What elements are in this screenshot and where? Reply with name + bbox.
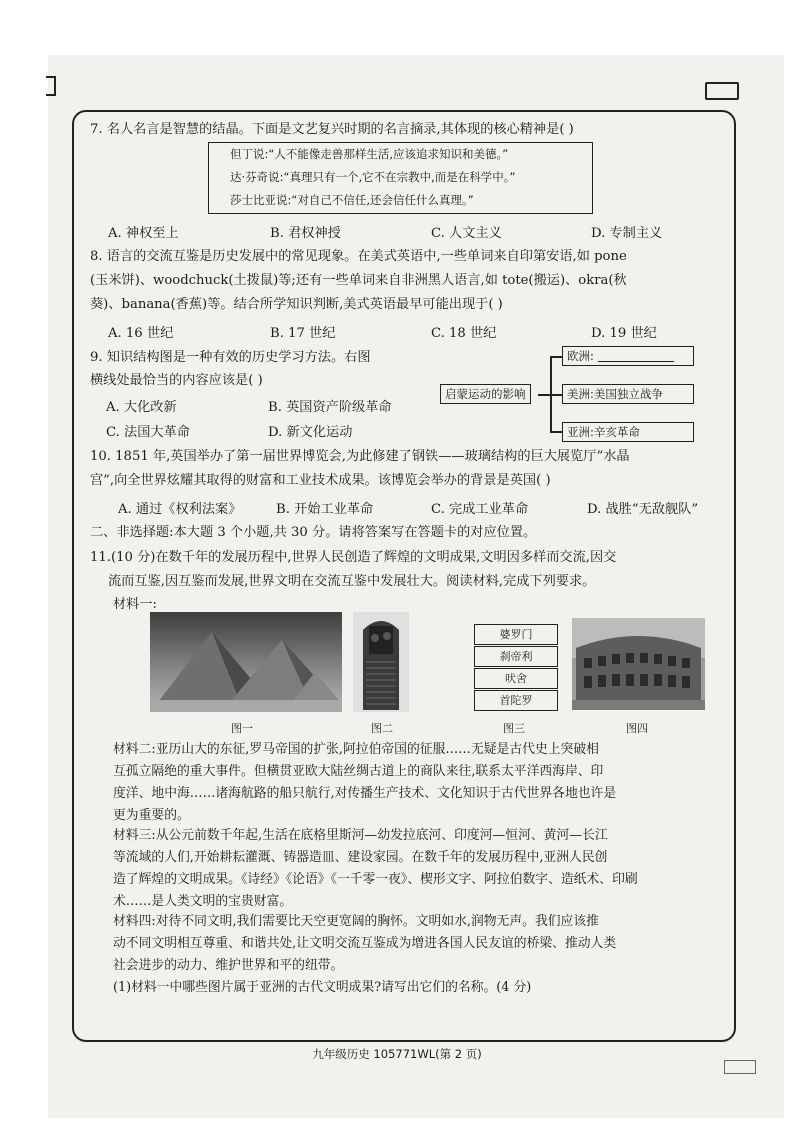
material-4-line-1: 材料四:对待不同文明,我们需要比天空更宽阔的胸怀。文明如水,润物无声。我们应该推 [113, 914, 599, 929]
caste-level-1: 婆罗门 [474, 624, 558, 645]
corner-mark-bottom [724, 1060, 756, 1074]
q7-quote-1: 但丁说:“人不能像走兽那样生活,应该追求知识和美德。” [230, 147, 509, 161]
hammurabi-stele-image [353, 612, 409, 712]
caste-level-3: 吠舍 [474, 668, 558, 689]
q10-line-1: 10. 1851 年,英国举办了第一届世界博览会,为此修建了钢铁——玻璃结构的巨大展览厅“水晶 [90, 449, 630, 464]
section-2-heading: 二、非选择题:本大题 3 个小题,共 30 分。请将答案写在答题卡的对应位置。 [90, 525, 537, 540]
q10-option-c[interactable]: C. 完成工业革命 [431, 502, 529, 517]
material-3-line-3: 造了辉煌的文明成果。《诗经》《论语》《一千零一夜》、楔形文字、阿拉伯数字、造纸术、印刷 [113, 872, 638, 887]
diagram-europe-box [562, 346, 694, 366]
material-2-line-2: 互孤立隔绝的重大事件。但横贯亚欧大陆丝绸古道上的商队来往,联系太平洋西海岸、印 [113, 764, 604, 779]
q11-line-2: 流而互鉴,因互鉴而发展,世界文明在交流互鉴中发展壮大。阅读材料,完成下列要求。 [108, 574, 596, 589]
material-4-line-3: 社会进步的动力、维护世界和平的纽带。 [113, 958, 344, 973]
colosseum-image [572, 618, 705, 710]
pyramids-image [150, 612, 342, 712]
q7-option-b[interactable]: B. 君权神授 [270, 226, 341, 241]
material-2-line-4: 更为重要的。 [113, 808, 190, 823]
material-2-line-3: 度洋、地中海……诸海航路的船只航行,对传播生产技术、文化知识于古代世界各地也许是 [113, 786, 617, 801]
caste-level-2: 刹帝利 [474, 646, 558, 667]
diagram-america-box: 美洲:美国独立战争 [562, 384, 694, 404]
q10-option-b[interactable]: B. 开始工业革命 [276, 502, 374, 517]
figure-2-caption: 图二 [371, 722, 393, 735]
q11-line-1: 11.(10 分)在数千年的发展历程中,世界人民创造了辉煌的文明成果,文明因多样而交流,因交 [90, 550, 617, 565]
q9-option-a[interactable]: A. 大化改新 [106, 400, 177, 415]
q8-line-1: 8. 语言的交流互鉴是历史发展中的常见现象。在美式英语中,一些单词来自印第安语,如 pone [90, 249, 627, 264]
corner-mark-left [46, 76, 56, 96]
corner-mark-right [705, 82, 739, 100]
q8-option-d[interactable]: D. 19 世纪 [591, 326, 657, 341]
figure-4-caption: 图四 [626, 722, 648, 735]
q10-option-a[interactable]: A. 通过《权利法案》 [118, 502, 242, 517]
q10-line-2: 宫”,向全世界炫耀其取得的财富和工业技术成果。该博览会举办的背景是英国( ) [90, 473, 551, 488]
figure-3-caption: 图三 [503, 722, 525, 735]
diagram-europe-label: 欧洲: [567, 349, 594, 363]
q7-option-c[interactable]: C. 人文主义 [431, 226, 502, 241]
material-3-line-2: 等流域的人们,开始耕耘灌溉、铸器造皿、建设家园。在数千年的发展历程中,亚洲人民创 [113, 850, 608, 865]
material-4-line-2: 动不同文明相互尊重、和谐共处,让文明交流互鉴成为增进各国人民友谊的桥梁、推动人类 [113, 936, 617, 951]
material-3-line-1: 材料三:从公元前数千年起,生活在底格里斯河—幼发拉底河、印度河—恒河、黄河—长江 [113, 828, 608, 843]
q7-quote-2: 达·芬奇说:“真理只有一个,它不在宗教中,而是在科学中。” [230, 170, 516, 184]
q7-stem: 7. 名人名言是智慧的结晶。下面是文艺复兴时期的名言摘录,其体现的核心精神是( ) [90, 122, 574, 137]
q9-line-1: 9. 知识结构图是一种有效的历史学习方法。右图 [90, 350, 371, 365]
diagram-branch-europe [550, 356, 562, 358]
q8-line-3: 葵)、banana(香蕉)等。结合所学知识判断,美式英语最早可能出现于( ) [90, 297, 503, 312]
q8-option-b[interactable]: B. 17 世纪 [270, 326, 336, 341]
q9-line-2: 横线处最恰当的内容应该是( ) [90, 373, 263, 388]
q9-option-d[interactable]: D. 新文化运动 [268, 425, 353, 440]
diagram-branch-asia [550, 431, 562, 433]
diagram-blank-line [598, 351, 674, 362]
diagram-asia-box: 亚洲:辛亥革命 [562, 422, 694, 442]
diagram-connector [538, 394, 550, 396]
q8-line-2: (玉米饼)、woodchuck(土拨鼠)等;还有一些单词来自非洲黑人语言,如 tote(搬运)、okra(秋 [90, 273, 627, 288]
diagram-branch-america [550, 394, 562, 396]
q8-option-a[interactable]: A. 16 世纪 [108, 326, 174, 341]
caste-level-4: 首陀罗 [474, 690, 558, 711]
figure-1-caption: 图一 [231, 722, 253, 735]
q11-subquestion-1: (1)材料一中哪些图片属于亚洲的古代文明成果?请写出它们的名称。(4 分) [113, 980, 532, 995]
material-3-line-4: 术……是人类文明的宝贵财富。 [113, 894, 293, 909]
q10-option-d[interactable]: D. 战胜“无敌舰队” [587, 502, 699, 517]
material-2-line-1: 材料二:亚历山大的东征,罗马帝国的扩张,阿拉伯帝国的征服……无疑是古代史上突破相 [113, 742, 599, 757]
material-1-label: 材料一: [113, 597, 158, 612]
q8-option-c[interactable]: C. 18 世纪 [431, 326, 497, 341]
q9-option-c[interactable]: C. 法国大革命 [106, 425, 190, 440]
q9-option-b[interactable]: B. 英国资产阶级革命 [268, 400, 392, 415]
diagram-center-box: 启蒙运动的影响 [440, 384, 531, 404]
q7-option-a[interactable]: A. 神权至上 [108, 226, 179, 241]
page-footer: 九年级历史 105771WL(第 2 页) [312, 1047, 482, 1061]
q7-quote-3: 莎士比亚说:“对自己不信任,还会信任什么真理。” [230, 193, 474, 207]
q7-option-d[interactable]: D. 专制主义 [591, 226, 663, 241]
